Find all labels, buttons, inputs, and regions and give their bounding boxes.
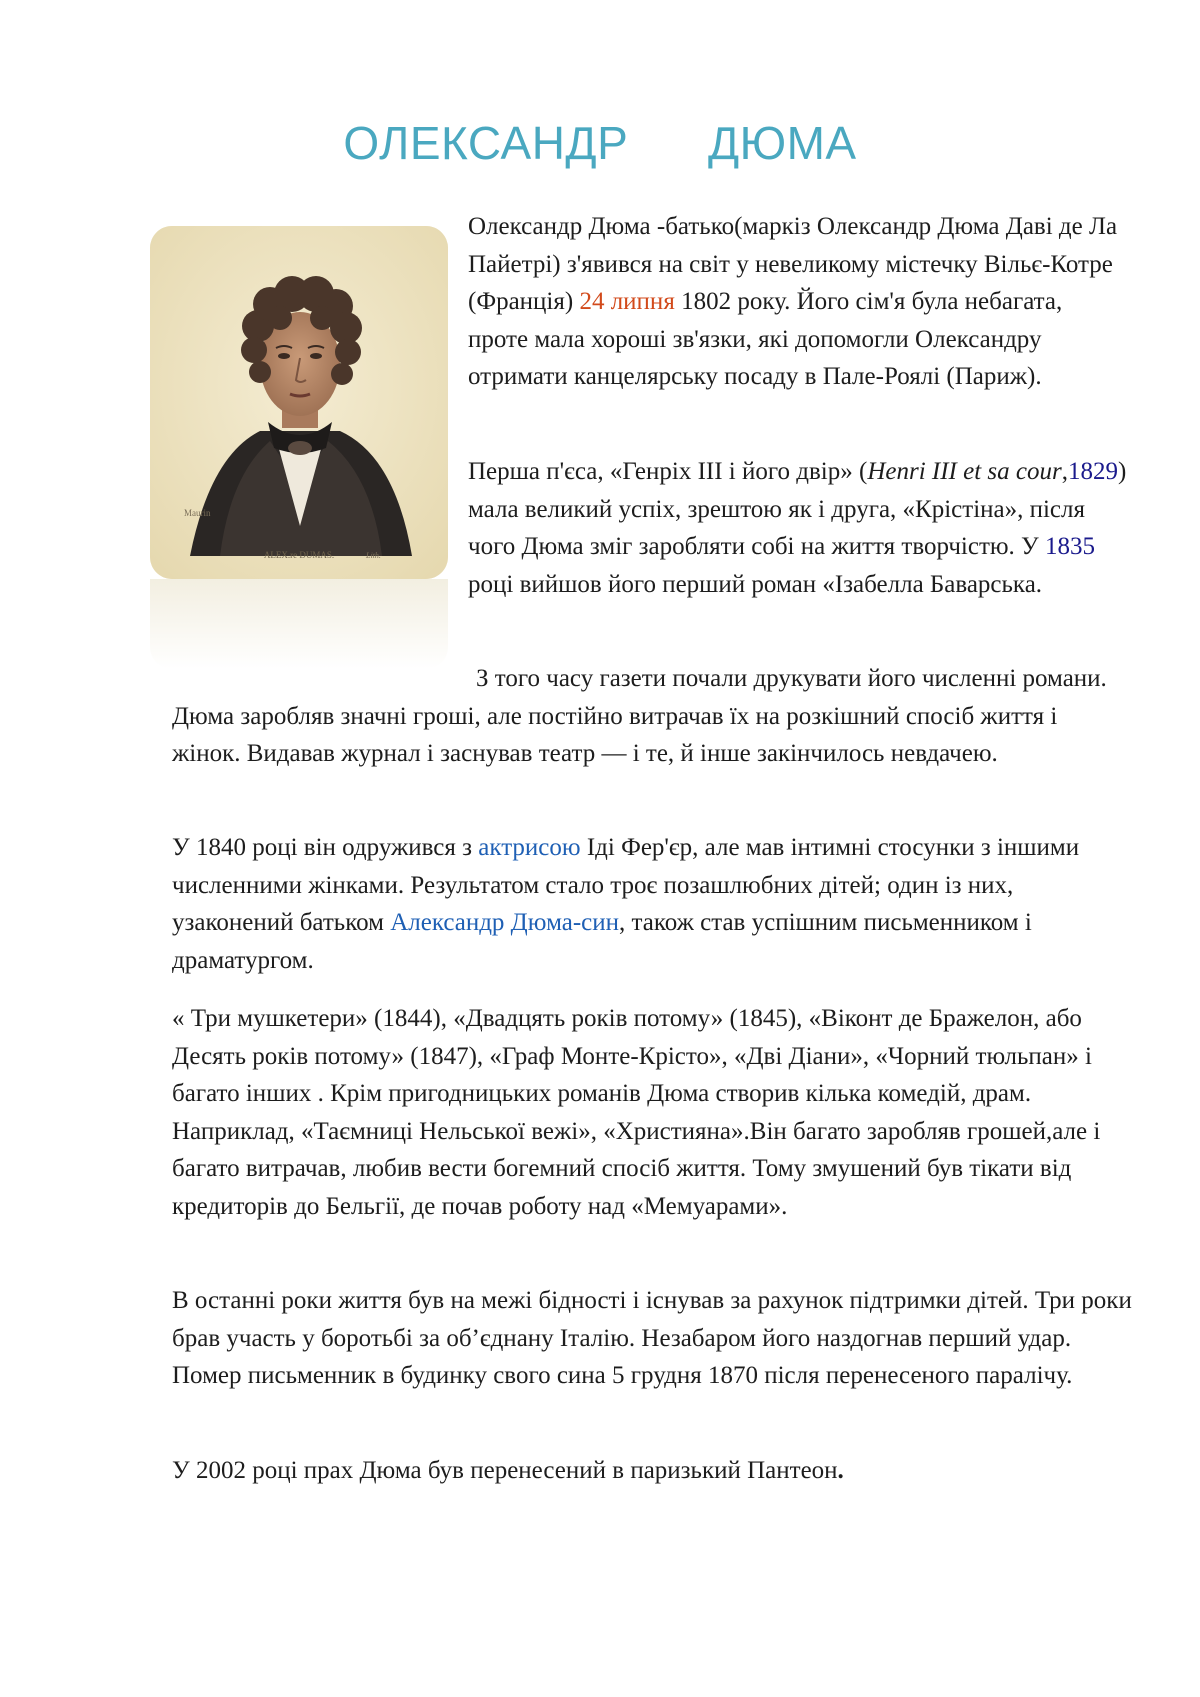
page-title: ОЛЕКСАНДР ДЮМА — [343, 117, 857, 169]
paragraph-last-years: В останні роки життя був на межі бідності і існував за рахунок підтримки дітей. Три роки брав участь у боротьбі за об’єднану Італію. Незабаром його наздогнав перший удар. Помер письменник в будинку свого сина 5 грудня 1870 після перенесеного паралічу. — [172, 1287, 1132, 1389]
p2-text-b: ) мала великий успіх, зрештою як і друга, «Крістіна», після чого Дюма зміг заробляти собі на життя творчістю. У — [468, 458, 1127, 560]
year-1835-link[interactable]: 1835 — [1045, 533, 1096, 560]
play-title-french: Henri III et sa cour — [867, 458, 1062, 485]
paragraph-pantheon — [172, 1452, 1132, 1490]
p2-text-a: Перша п'єса, «Генріх III і його двір» ( — [468, 458, 868, 485]
paragraph-works: « Три мушкетери» (1844), «Двадцять років потому» (1845), «Віконт де Бражелон, або Десять років потому» (1847), «Граф Монте-Крісто», «Дві Діани», «Чорний тюльпан» і багато інших . Крім пригодницьких романів Дюма створив кілька комедій, драм. Наприклад, «Таємниці Нельської вежі», «Християна».Він багато заробляв грошей,але і багато витрачав, любив вести богемний спосіб життя. Тому змушений був тікати від кредиторів до Бельгії, де почав роботу над «Мемуарами». — [172, 1005, 1101, 1220]
year-1829-link[interactable]: 1829 — [1067, 458, 1118, 485]
portrait-reflection — [150, 579, 448, 669]
birth-date: 24 липня — [579, 288, 675, 315]
p1-text-a: Олександр Дюма -батько(маркіз Олександр Дюма Даві де Ла Пайетрі) з'явився на світ у невеликому містечку Вільє-Котре (Франція) — [468, 213, 1118, 315]
p1-text-b: 1802 року. Його сім'я була небагата, проте мала хороші зв'язки, які допомогли Олександру отримати канцелярську посаду в Пале-Роялі (Париж). — [468, 288, 1063, 390]
portrait-caption-center: ALEX.re DUMAS. — [263, 550, 335, 560]
p7-end: . — [837, 1457, 844, 1484]
dumas-son-link[interactable]: Александр Дюма-син — [390, 909, 620, 936]
paragraph-novels — [172, 660, 1132, 773]
p7-text: У 2002 році прах Дюма був перенесений в паризький Пантеон — [172, 1457, 838, 1484]
portrait-caption-right: Lith. — [366, 551, 381, 560]
p4-text-b: Іді Фер'єр, але мав інтимні стосунки з іншими численними жінками. Результатом стало троє позашлюбних дітей; один із них, узаконений батьком — [172, 834, 1080, 936]
p2-comma: , — [1061, 458, 1068, 485]
p3-text: З того часу газети почали друкувати його численні романи. Дюма заробляв значні гроші, але постійно витрачав їх на розкішний спосіб життя і жінок. Видавав журнал і заснував театр — і те, й інше закінчилось невдачею. — [172, 665, 1107, 767]
p4-text-c: , також став успішним письменником і драматургом. — [172, 909, 1032, 974]
paragraph-marriage — [172, 829, 1132, 979]
p2-text-c: році вийшов його перший роман «Ізабелла Баварська. — [468, 570, 1043, 598]
portrait-caption-left: Maurin — [184, 508, 211, 518]
actress-link[interactable]: актрисою — [478, 834, 581, 861]
paragraph-birth — [468, 208, 1128, 396]
portrait-image — [150, 226, 448, 579]
paragraph-first-play — [468, 453, 1128, 603]
p4-text-a: У 1840 році він одружився з — [172, 834, 479, 861]
portrait-figure — [150, 226, 448, 669]
